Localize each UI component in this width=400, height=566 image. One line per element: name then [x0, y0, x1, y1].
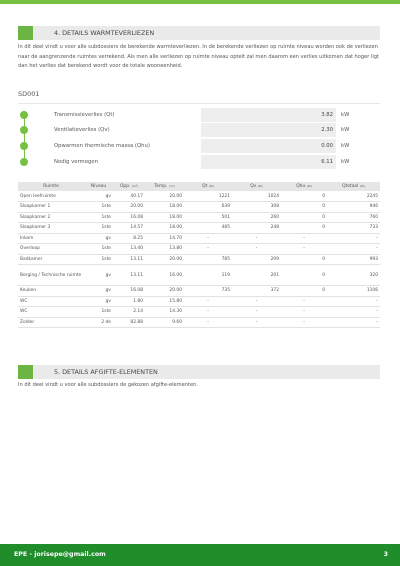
table-cell: 14.57 [113, 223, 145, 234]
table-row [18, 296, 380, 307]
column-header [18, 182, 84, 191]
table-cell: 0 [281, 223, 327, 234]
section-marker [18, 365, 33, 379]
table-row [18, 191, 380, 202]
table-cell: 735 [184, 286, 232, 297]
top-accent-bar [0, 0, 400, 4]
table-cell: 0 [281, 254, 327, 265]
table-cell: - [281, 307, 327, 318]
loss-label: Opwarmen thermische massa (Qhu) [54, 143, 150, 149]
column-header [184, 182, 232, 191]
table-cell: 260 [232, 212, 281, 223]
section-4-title: 4. DETAILS WARMTEVERLIEZEN [54, 29, 155, 37]
column-header [113, 182, 145, 191]
table-row [18, 202, 380, 213]
table-cell: - [327, 307, 380, 318]
loss-value-box [201, 108, 336, 122]
column-header-label: Qv [250, 184, 257, 189]
column-header-label: Niveau [90, 184, 107, 189]
column-header-unit: (W) [306, 184, 312, 188]
table-row [18, 317, 380, 328]
table-cell: 1ste [84, 254, 113, 265]
column-header [145, 182, 184, 191]
table-cell: 16.08 [113, 212, 145, 223]
table-cell: - [232, 296, 281, 307]
table-cell: 248 [232, 223, 281, 234]
column-header-unit: (W) [208, 184, 214, 188]
table-cell: 20.00 [145, 286, 184, 297]
table-cell: 320 [327, 265, 380, 286]
table-cell: 13.40 [113, 244, 145, 255]
page-footer [0, 544, 400, 566]
table-cell: 785 [184, 254, 232, 265]
loss-unit: kW [341, 127, 350, 133]
table-cell: - [232, 244, 281, 255]
subdossier-divider [18, 103, 380, 104]
column-header-label: Qt [202, 184, 208, 189]
table-row [18, 265, 380, 286]
table-cell: 501 [184, 212, 232, 223]
table-cell: 485 [184, 223, 232, 234]
table-cell: 16.00 [145, 265, 184, 286]
table-cell: Open leefruimte [18, 191, 84, 202]
loss-value: 0.00 [321, 143, 333, 149]
bullet-dot-icon [20, 142, 28, 150]
loss-unit: kW [341, 143, 350, 149]
table-cell: 82.88 [113, 317, 145, 328]
table-body [18, 191, 380, 328]
table-cell: - [281, 317, 327, 328]
table-cell: 18.00 [145, 202, 184, 213]
loss-label: Nodig vermogen [54, 159, 98, 165]
table-cell: Slaapkamer 3 [18, 223, 84, 234]
table-cell: 20.00 [113, 202, 145, 213]
table-cell: Overloop [18, 244, 84, 255]
bullet-dot-icon [20, 158, 28, 166]
table-cell: 946 [327, 202, 380, 213]
loss-label: Transmissieverlies (Qt) [54, 112, 115, 118]
loss-row-opwarmen [18, 139, 380, 153]
loss-row-ventilatie [18, 123, 380, 137]
table-cell: - [184, 233, 232, 244]
table-cell: 0 [281, 265, 327, 286]
loss-row-nodig-vermogen [18, 155, 380, 169]
page-number: 3 [383, 551, 388, 558]
table-row [18, 233, 380, 244]
bullet-dot-icon [20, 126, 28, 134]
column-header-label: Temp. [154, 184, 168, 189]
table-cell: 18.00 [145, 223, 184, 234]
table-cell: 18.00 [145, 212, 184, 223]
table-cell: 1106 [327, 286, 380, 297]
table-cell: 993 [327, 254, 380, 265]
column-header-unit: (°C) [168, 184, 175, 188]
table-cell: 1221 [184, 191, 232, 202]
column-header-label: Opp. [119, 184, 131, 189]
loss-row-transmissie [18, 108, 380, 122]
table-cell: - [281, 296, 327, 307]
loss-value: 6.11 [321, 159, 333, 165]
loss-label: Ventilatieverlies (Qv) [54, 127, 110, 133]
table-cell: Badkamer [18, 254, 84, 265]
table-cell: 14.30 [145, 307, 184, 318]
bullet-dot-icon [20, 111, 28, 119]
table-cell: 0 [281, 191, 327, 202]
table-cell: gv [84, 233, 113, 244]
table-cell: Slaapkamer 2 [18, 212, 84, 223]
table-cell: 1ste [84, 212, 113, 223]
column-header [232, 182, 281, 191]
table-cell: - [184, 296, 232, 307]
loss-value-box [201, 155, 336, 169]
table-cell: 20.00 [145, 254, 184, 265]
column-header [327, 182, 380, 191]
table-cell: WC [18, 296, 84, 307]
table-cell: Inkom [18, 233, 84, 244]
loss-unit: kW [341, 159, 350, 165]
room-losses-table [18, 182, 380, 328]
table-row [18, 212, 380, 223]
column-header [84, 182, 113, 191]
loss-value-box [201, 123, 336, 137]
table-row [18, 254, 380, 265]
table-cell: 639 [184, 202, 232, 213]
section-4-intro: In dit deel vindt u voor alle subdossiers de berekende warmteverliezen. In de berekende verliezen op ruimte niveau worden ook de verliezen naar de aangrenzende ruimtes verrekend. Als men alle verliezen op ruimte niveau optelt zal men daarom een verlies uitkomen dat hoger ligt dan het verlies dat berekend wordt voor de totale wooneenheid. [18, 44, 380, 69]
table-cell: 733 [327, 223, 380, 234]
table-cell: - [232, 317, 281, 328]
table-cell: 20.00 [145, 191, 184, 202]
table-cell: - [232, 307, 281, 318]
table-row [18, 286, 380, 297]
table-cell: 0 [281, 286, 327, 297]
table-row [18, 244, 380, 255]
footer-email: EPE - jorisepe@gmail.com [14, 551, 106, 558]
table-cell: - [327, 233, 380, 244]
table-cell: 1024 [232, 191, 281, 202]
section-4-header [18, 26, 380, 40]
column-header-unit: (W) [359, 184, 365, 188]
table-cell: - [281, 244, 327, 255]
table-cell: - [184, 244, 232, 255]
table-cell: Berging / Technische ruimte [18, 265, 84, 286]
table-cell: 9.60 [145, 317, 184, 328]
table-cell: 8.25 [113, 233, 145, 244]
subdossier-title: SD001 [18, 90, 40, 98]
table-cell: 13.11 [113, 265, 145, 286]
table-cell: - [184, 307, 232, 318]
column-header-label: Qtotaal [342, 184, 359, 189]
table-cell: gv [84, 191, 113, 202]
section-5-header [18, 365, 380, 379]
table-cell: 201 [232, 265, 281, 286]
table-cell: 1ste [84, 223, 113, 234]
table-cell: 14.70 [145, 233, 184, 244]
table-cell: - [232, 233, 281, 244]
table-cell: 119 [184, 265, 232, 286]
table-cell: 2 de [84, 317, 113, 328]
table-cell: 13.11 [113, 254, 145, 265]
table-cell: 308 [232, 202, 281, 213]
table-cell: 2.14 [113, 307, 145, 318]
table-cell: 1ste [84, 202, 113, 213]
column-header-label: Ruimte [43, 184, 59, 189]
table-cell: 1ste [84, 244, 113, 255]
table-cell: Keuken [18, 286, 84, 297]
column-header-unit: (m²) [131, 184, 139, 188]
table-cell: WC [18, 307, 84, 318]
section-5-intro: In dit deel vindt u voor alle subdossiers de gekozen afgifte-elementen. [18, 382, 198, 388]
table-cell: - [327, 244, 380, 255]
table-row [18, 307, 380, 318]
section-5-title: 5. DETAILS AFGIFTE-ELEMENTEN [54, 368, 158, 376]
loss-value: 2.30 [321, 127, 333, 133]
table-cell: Slaapkamer 1 [18, 202, 84, 213]
loss-value: 3.82 [321, 112, 333, 118]
section-marker [18, 26, 33, 40]
table-cell: - [281, 233, 327, 244]
table-row [18, 223, 380, 234]
table-cell: 16.08 [113, 286, 145, 297]
table-cell: - [327, 317, 380, 328]
table-cell: 1.80 [113, 296, 145, 307]
column-header-unit: (W) [257, 184, 263, 188]
loss-value-box [201, 139, 336, 153]
loss-unit: kW [341, 112, 350, 118]
column-header-label: Qhu [296, 184, 306, 189]
table-cell: gv [84, 265, 113, 286]
table-cell: - [327, 296, 380, 307]
table-cell: 2245 [327, 191, 380, 202]
table-cell: 760 [327, 212, 380, 223]
table-cell: 0 [281, 212, 327, 223]
table-cell: 372 [232, 286, 281, 297]
table-cell: gv [84, 296, 113, 307]
table-cell: 209 [232, 254, 281, 265]
table-cell: 1ste [84, 307, 113, 318]
table-cell: 0 [281, 202, 327, 213]
table-cell: 15.80 [145, 296, 184, 307]
table-cell: 13.80 [145, 244, 184, 255]
table-cell: - [184, 317, 232, 328]
table-cell: gv [84, 286, 113, 297]
table-cell: 40.17 [113, 191, 145, 202]
table-cell: Zolder [18, 317, 84, 328]
column-header [281, 182, 327, 191]
table-header-row [18, 182, 380, 191]
